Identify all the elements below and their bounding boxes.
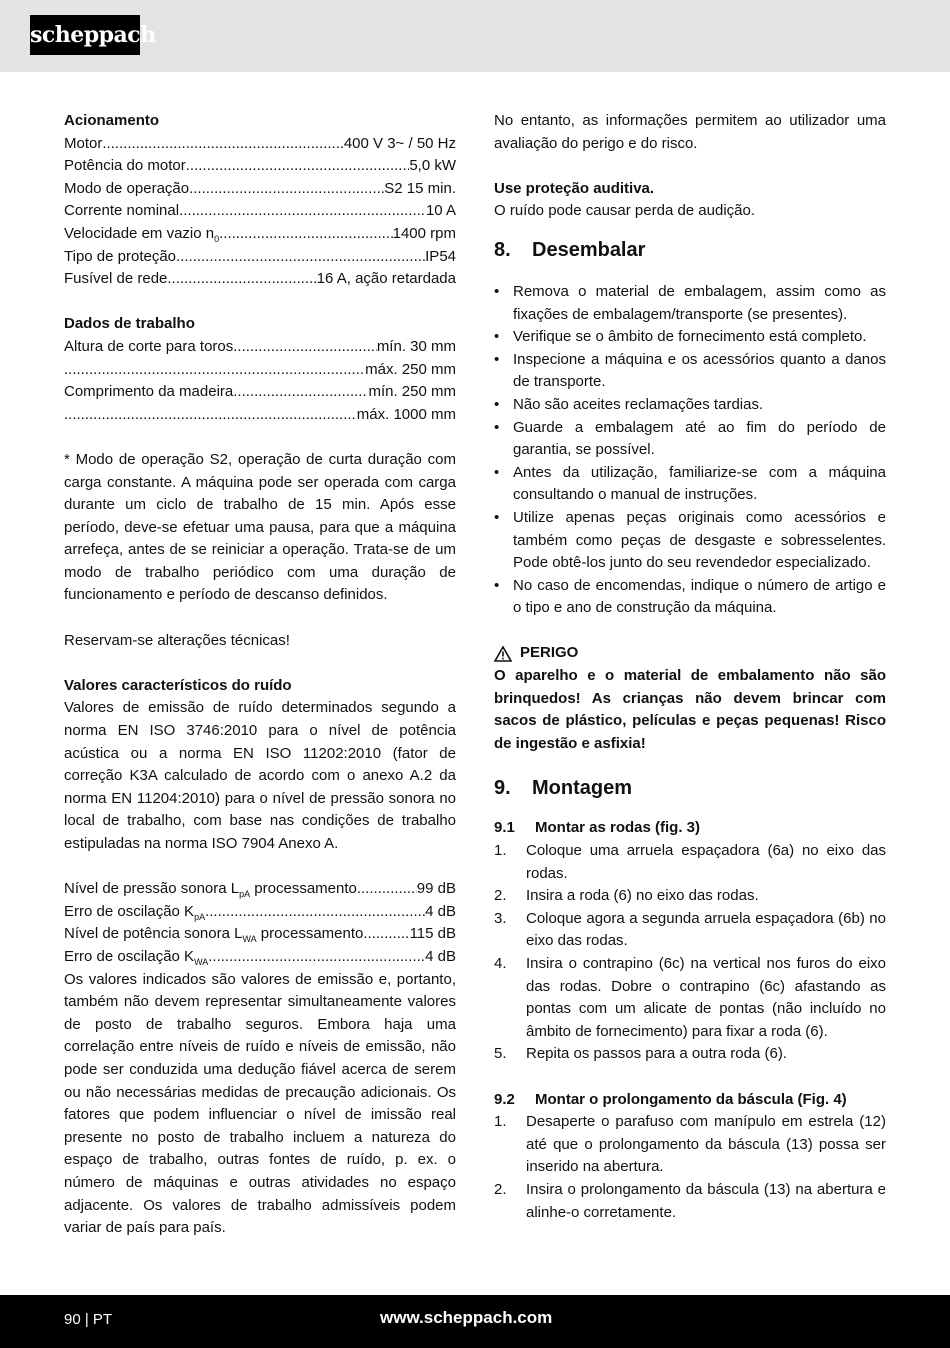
section-9-heading bbox=[494, 773, 886, 803]
step-number: 4. bbox=[494, 955, 507, 972]
spec-leader-dots bbox=[167, 268, 316, 291]
spec-row bbox=[64, 946, 456, 969]
page-header bbox=[0, 0, 950, 72]
spec-leader-dots bbox=[357, 878, 417, 901]
spec-value: 5,0 kW bbox=[409, 157, 456, 175]
step-text: Insira o prolongamento da báscula (13) na abertura e alinhe-o corretamente. bbox=[526, 1180, 886, 1221]
danger-text: O aparelho e o material de embalamento não são brinquedos! As crianças não devem brincar com sacos de plástico, películas e peças pequenas! Risco de ingestão e asfixia! bbox=[494, 667, 886, 752]
step-number: 1. bbox=[494, 842, 507, 860]
spec-row bbox=[64, 200, 456, 223]
spec-label-suffix: processamento bbox=[256, 925, 364, 943]
spec-leader-dots bbox=[208, 946, 425, 969]
hearing-heading: Use proteção auditiva. bbox=[494, 179, 655, 197]
list-item bbox=[494, 507, 886, 575]
section-9-1-heading bbox=[494, 817, 886, 840]
spec-leader-dots bbox=[219, 223, 393, 246]
section-8-title: Desembalar bbox=[532, 238, 646, 261]
list-item bbox=[494, 575, 886, 620]
section-9-title: Montagem bbox=[532, 777, 632, 800]
spec-leader-dots bbox=[102, 133, 344, 156]
noise-description: Valores de emissão de ruído determinados segundo a norma EN ISO 3746:2010 para o nível de potência acústica ou a norma EN ISO 11202:2010 (fator de correção K3A calculado de acordo com o anexo A.2 da norma EN 11204:2010) para o nível de pressão sonora no local de trabalho, com base nas condições de trabalho estipuladas na norma ISO 7904 Anexo A. bbox=[64, 699, 456, 852]
spec-value: 1400 rpm bbox=[392, 224, 456, 242]
list-item-text: No caso de encomendas, indique o número de artigo e o tipo e ano de construção da máquina. bbox=[513, 576, 886, 617]
spec-row bbox=[64, 223, 456, 246]
spec-label bbox=[64, 133, 102, 156]
section-8-heading bbox=[494, 235, 886, 265]
list-item-text: Não são aceites reclamações tardias. bbox=[513, 395, 764, 413]
section-9-2-heading bbox=[494, 1089, 886, 1112]
list-item-text: Verifique se o âmbito de fornecimento está completo. bbox=[513, 328, 867, 346]
spec-row bbox=[64, 381, 456, 404]
step-number: 2. bbox=[494, 1180, 507, 1198]
drive-heading: Acionamento bbox=[64, 112, 160, 129]
spec-label-subscript: WA bbox=[194, 956, 209, 967]
step-number: 3. bbox=[494, 909, 507, 927]
rocker-steps bbox=[494, 1111, 886, 1224]
bullet-marker: • bbox=[494, 508, 500, 526]
list-item-text: Utilize apenas peças originais como acessórios e também como peças de desgaste e sobresselentes. Pode obtê-los junto do seu revendedor especializado. bbox=[513, 508, 886, 572]
spec-leader-dots bbox=[233, 336, 377, 359]
spec-leader-dots bbox=[363, 923, 409, 946]
spec-label bbox=[64, 946, 208, 969]
spec-row bbox=[64, 268, 456, 291]
spec-label bbox=[64, 901, 205, 924]
bullet-marker: • bbox=[494, 328, 500, 346]
section-8-number: 8. bbox=[494, 238, 511, 261]
spec-value: máx. 1000 mm bbox=[356, 405, 456, 423]
right-column bbox=[494, 110, 886, 1224]
spec-label-suffix: processamento bbox=[250, 880, 357, 898]
noise-heading: Valores característicos do ruído bbox=[64, 676, 292, 694]
list-item bbox=[494, 349, 886, 394]
spec-value: 16 A, ação retardada bbox=[316, 270, 456, 288]
spec-value: 400 V 3~ / 50 Hz bbox=[343, 134, 456, 152]
list-item bbox=[494, 326, 886, 349]
spec-value: mín. 250 mm bbox=[368, 383, 456, 401]
scheppach-logo: scheppach bbox=[30, 15, 140, 55]
spec-leader-dots bbox=[64, 404, 357, 427]
spec-label bbox=[64, 200, 179, 223]
left-column bbox=[64, 110, 456, 1240]
list-item bbox=[494, 462, 886, 507]
spec-label-text: Motor bbox=[64, 134, 103, 152]
step-number: 2. bbox=[494, 887, 507, 905]
spec-label-text: Tipo de proteção bbox=[64, 247, 177, 265]
spec-leader-dots bbox=[186, 155, 410, 178]
spec-label bbox=[64, 223, 219, 246]
spec-label-text: Nível de pressão sonora L bbox=[64, 880, 240, 898]
spec-label-text: Corrente nominal bbox=[64, 202, 180, 220]
spec-value: máx. 250 mm bbox=[365, 360, 456, 378]
step-item bbox=[494, 1111, 886, 1179]
list-item-text: Antes da utilização, familiarize-se com a máquina consultando o manual de instruções. bbox=[513, 463, 886, 504]
list-item-text: Inspecione a máquina e os acessórios quanto a danos de transporte. bbox=[513, 350, 886, 391]
spec-label-text: Nível de potência sonora L bbox=[64, 925, 243, 943]
unpack-list bbox=[494, 281, 886, 620]
bullet-marker: • bbox=[494, 576, 500, 594]
work-heading: Dados de trabalho bbox=[64, 315, 195, 333]
spec-row bbox=[64, 404, 456, 427]
step-item bbox=[494, 1043, 886, 1066]
wheel-steps bbox=[494, 840, 886, 1066]
list-item bbox=[494, 394, 886, 417]
spec-leader-dots bbox=[233, 381, 368, 404]
spec-label-text: Comprimento da madeira bbox=[64, 383, 234, 401]
step-number: 5. bbox=[494, 1045, 507, 1063]
step-item bbox=[494, 885, 886, 908]
spec-value: IP54 bbox=[425, 247, 456, 265]
step-text: Repita os passos para a outra roda (6). bbox=[526, 1045, 787, 1063]
spec-leader-dots bbox=[64, 359, 365, 382]
step-item bbox=[494, 1179, 886, 1224]
step-text: Coloque uma arruela espaçadora (6a) no eixo das rodas. bbox=[526, 842, 886, 882]
spec-label bbox=[64, 381, 233, 404]
list-item bbox=[494, 417, 886, 462]
list-item-text: Guarde a embalagem até ao fim do período de garantia, se possível. bbox=[513, 418, 886, 459]
spec-value: 4 dB bbox=[425, 947, 456, 965]
step-item bbox=[494, 953, 886, 1043]
warning-triangle-icon bbox=[494, 646, 512, 662]
spec-label-subscript: pA bbox=[239, 889, 251, 900]
spec-row bbox=[64, 178, 456, 201]
spec-value: 4 dB bbox=[425, 902, 456, 920]
spec-row bbox=[64, 133, 456, 156]
step-item bbox=[494, 908, 886, 953]
list-item bbox=[494, 281, 886, 326]
section-9-1-title: Montar as rodas (fig. 3) bbox=[535, 819, 701, 837]
step-text: Coloque agora a segunda arruela espaçadora (6b) no eixo das rodas. bbox=[526, 909, 886, 950]
section-9-2-title: Montar o prolongamento da báscula (Fig. 4) bbox=[535, 1090, 847, 1108]
spec-leader-dots bbox=[189, 178, 384, 201]
page-footer bbox=[0, 1295, 950, 1348]
spec-value: 115 dB bbox=[409, 925, 456, 943]
spec-row bbox=[64, 336, 456, 359]
spec-label-text: Potência do motor bbox=[64, 157, 186, 175]
spec-row bbox=[64, 155, 456, 178]
spec-row bbox=[64, 878, 456, 901]
spec-label bbox=[64, 268, 167, 291]
bullet-marker: • bbox=[494, 463, 500, 481]
spec-label-text: Erro de oscilação K bbox=[64, 947, 195, 965]
section-9-number: 9. bbox=[494, 777, 511, 800]
spec-leader-dots bbox=[176, 246, 425, 269]
step-item bbox=[494, 840, 886, 885]
section-9-1-number: 9.1 bbox=[494, 819, 515, 837]
work-spec-list bbox=[64, 336, 456, 426]
drive-spec-list bbox=[64, 133, 456, 291]
spec-leader-dots bbox=[179, 200, 426, 223]
step-text: Insira o contrapino (6c) na vertical nos furos do eixo das rodas. Dobre o contrapino (6c) afastando as pontas com um alicate de pontas (não incluído no âmbito de fornecimento) para fixar a roda (6). bbox=[526, 955, 886, 1040]
spec-value: S2 15 min. bbox=[384, 179, 456, 197]
bullet-marker: • bbox=[494, 350, 500, 368]
list-item-text: Remova o material de embalagem, assim como as fixações de embalagem/transporte (se presentes). bbox=[513, 282, 886, 323]
step-number: 1. bbox=[494, 1113, 507, 1131]
spec-label bbox=[64, 878, 357, 901]
step-text: Desaperte o parafuso com manípulo em estrela (12) até que o prolongamento da báscula (13) possa ser inserido na abertura. bbox=[526, 1113, 886, 1176]
bullet-marker: • bbox=[494, 395, 500, 413]
spec-label bbox=[64, 178, 189, 201]
step-text: Insira a roda (6) no eixo das rodas. bbox=[526, 887, 759, 905]
spec-label-text: Modo de operação bbox=[64, 179, 190, 197]
bullet-marker: • bbox=[494, 282, 500, 300]
section-9-2-number: 9.2 bbox=[494, 1090, 515, 1108]
website-url: www.scheppach.com bbox=[380, 1308, 553, 1327]
spec-label bbox=[64, 155, 186, 178]
spec-label-text: Altura de corte para toros bbox=[64, 337, 234, 355]
spec-row bbox=[64, 359, 456, 382]
hearing-text: O ruído pode causar perda de audição. bbox=[494, 202, 756, 220]
spec-value: 10 A bbox=[425, 202, 456, 220]
spec-label-text: Fusível de rede bbox=[64, 270, 168, 288]
noise-note: Os valores indicados são valores de emissão e, portanto, também não devem representar simultaneamente valores de posto de trabalho seguros. Embora haja uma correlação entre níveis de ruído e níveis de emissão, não pode ser conduzida uma dedução fiável acerca de serem ou não necessárias medidas de precaução adicionais. Os fatores que podem influenciar o nível de imissão real presente no posto de trabalho incluem a natureza do espaço de trabalho, outras fontes de ruído, p. ex. o número de máquinas e outras atividades no espaço adjacente. Os valores de trabalho admissíveis podem variar de país para país. bbox=[64, 970, 456, 1237]
spec-label bbox=[64, 923, 363, 946]
spec-label bbox=[64, 336, 233, 359]
spec-row bbox=[64, 923, 456, 946]
spec-leader-dots bbox=[205, 901, 425, 924]
spec-value: mín. 30 mm bbox=[376, 337, 456, 355]
spec-label-subscript: WA bbox=[242, 934, 257, 945]
spec-row bbox=[64, 246, 456, 269]
reserve-note: Reservam-se alterações técnicas! bbox=[64, 631, 290, 649]
intro-text: No entanto, as informações permitem ao utilizador uma avaliação do perigo e do risco. bbox=[494, 112, 886, 152]
spec-label-subscript: pA bbox=[194, 911, 206, 922]
spec-label-text: Erro de oscilação K bbox=[64, 902, 195, 920]
operation-mode-footnote: * Modo de operação S2, operação de curta duração com carga constante. A máquina pode ser operada com carga durante um ciclo de trabalho de 15 min. Após esse período, deve-se efetuar uma pausa, para que a máquina arrefeça, antes de se reiniciar a operação. Trata-se de um modo de trabalho periódico com uma duração de funcionamento e período de descanso definidos. bbox=[64, 450, 456, 604]
spec-label bbox=[64, 246, 176, 269]
page-number: 90 | PT bbox=[64, 1311, 113, 1328]
noise-spec-list bbox=[64, 878, 456, 968]
spec-row bbox=[64, 901, 456, 924]
spec-label-text: Velocidade em vazio n bbox=[64, 224, 215, 242]
bullet-marker: • bbox=[494, 418, 500, 436]
spec-value: 99 dB bbox=[416, 880, 456, 898]
spec-label-subscript: 0 bbox=[214, 233, 220, 244]
danger-heading bbox=[494, 642, 886, 665]
danger-label: PERIGO bbox=[520, 644, 579, 662]
